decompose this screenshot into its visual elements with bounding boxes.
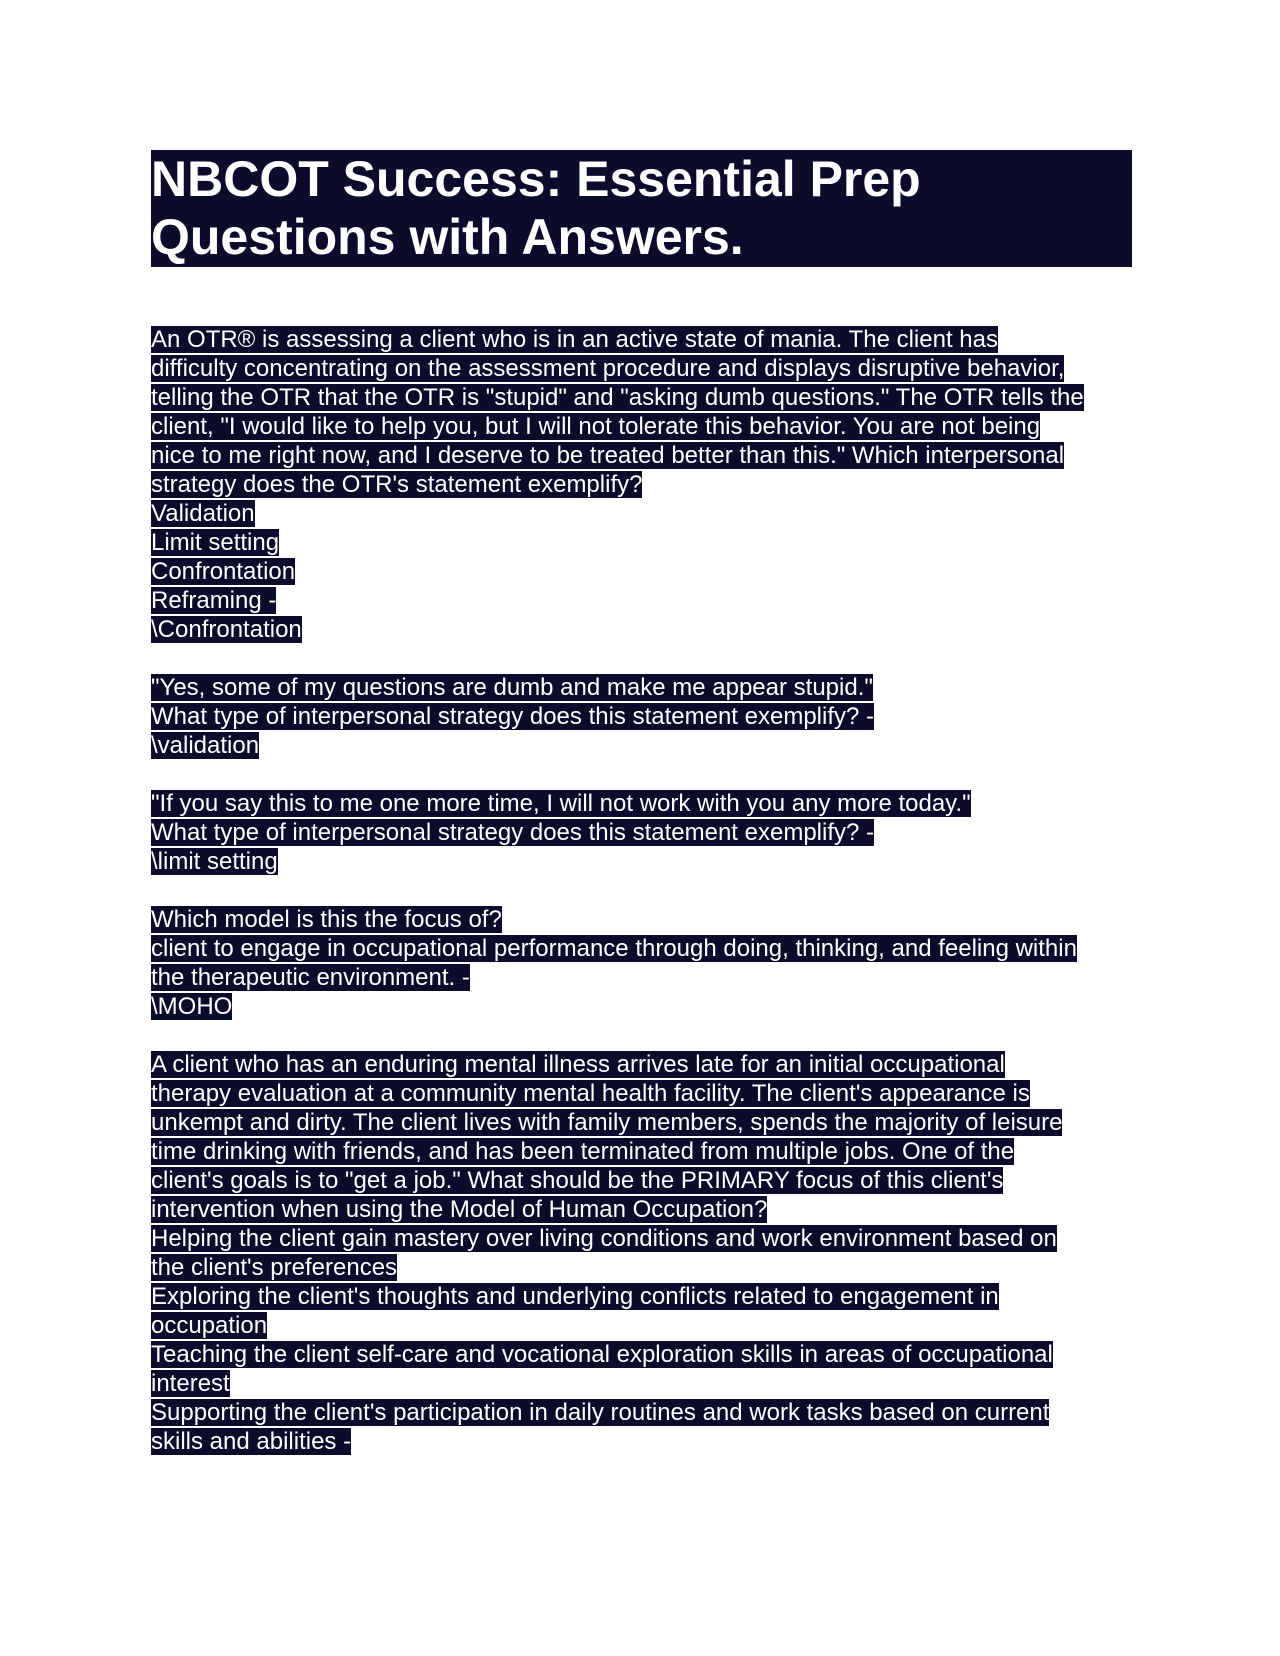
text-line: [151, 963, 1132, 992]
highlighted-text: interest: [151, 1370, 230, 1397]
question-block: [151, 905, 1132, 1021]
highlighted-text: Teaching the client self-care and vocational exploration skills in areas of occupational: [151, 1341, 1053, 1368]
highlighted-text: unkempt and dirty. The client lives with family members, spends the majority of leisure: [151, 1109, 1063, 1136]
highlighted-text: A client who has an enduring mental illness arrives late for an initial occupational: [151, 1051, 1005, 1078]
highlighted-text: An OTR® is assessing a client who is in an active state of mania. The client has: [151, 326, 998, 353]
text-line: [151, 1195, 1132, 1224]
highlighted-text: intervention when using the Model of Human Occupation?: [151, 1196, 768, 1223]
highlighted-text: Validation: [151, 500, 255, 527]
highlighted-text: \Confrontation: [151, 616, 302, 643]
highlighted-text: time drinking with friends, and has been terminated from multiple jobs. One of the: [151, 1138, 1015, 1165]
text-line: [151, 586, 1132, 615]
highlighted-text: "Yes, some of my questions are dumb and make me appear stupid.": [151, 674, 873, 701]
highlighted-text: Limit setting: [151, 529, 280, 556]
highlighted-text: client's goals is to "get a job." What should be the PRIMARY focus of this client's: [151, 1167, 1004, 1194]
highlighted-text: client, "I would like to help you, but I will not tolerate this behavior. You are not being: [151, 413, 1041, 440]
highlighted-text: Exploring the client's thoughts and underlying conflicts related to engagement in: [151, 1283, 999, 1310]
text-line: [151, 1137, 1132, 1166]
text-line: [151, 1427, 1132, 1456]
text-line: [151, 325, 1132, 354]
text-line: [151, 934, 1132, 963]
text-line: [151, 557, 1132, 586]
highlighted-text: Reframing -: [151, 587, 277, 614]
title-line: Questions with Answers.: [151, 209, 744, 265]
highlighted-text: \validation: [151, 732, 260, 759]
text-line: [151, 499, 1132, 528]
highlighted-text: telling the OTR that the OTR is "stupid" and "asking dumb questions." The OTR tells the: [151, 384, 1084, 411]
highlighted-text: the client's preferences: [151, 1254, 398, 1281]
text-line: [151, 1340, 1132, 1369]
text-line: [151, 354, 1132, 383]
highlighted-text: Supporting the client's participation in daily routines and work tasks based on current: [151, 1399, 1050, 1426]
document-title: [151, 150, 1132, 267]
highlighted-text: Confrontation: [151, 558, 296, 585]
question-block: [151, 325, 1132, 644]
text-line: [151, 1224, 1132, 1253]
text-line: [151, 1398, 1132, 1427]
text-line: [151, 1253, 1132, 1282]
text-line: [151, 673, 1132, 702]
highlighted-text: Which model is this the focus of?: [151, 906, 502, 933]
text-line: [151, 992, 1132, 1021]
highlighted-text: occupation: [151, 1312, 268, 1339]
highlighted-text: skills and abilities -: [151, 1428, 352, 1455]
text-line: [151, 1311, 1132, 1340]
text-line: [151, 1369, 1132, 1398]
text-line: [151, 1079, 1132, 1108]
highlighted-text: strategy does the OTR's statement exemplify?: [151, 471, 643, 498]
text-line: [151, 702, 1132, 731]
document-page: [151, 150, 1132, 1485]
text-line: [151, 1166, 1132, 1195]
text-line: [151, 818, 1132, 847]
text-line: [151, 905, 1132, 934]
highlighted-text: nice to me right now, and I deserve to be treated better than this." Which interpersonal: [151, 442, 1065, 469]
text-line: [151, 789, 1132, 818]
question-block: [151, 673, 1132, 760]
text-line: [151, 847, 1132, 876]
highlighted-text: difficulty concentrating on the assessment procedure and displays disruptive behavior,: [151, 355, 1065, 382]
highlighted-text: "If you say this to me one more time, I will not work with you any more today.": [151, 790, 971, 817]
highlighted-text: \MOHO: [151, 993, 233, 1020]
question-block: [151, 789, 1132, 876]
text-line: [151, 441, 1132, 470]
text-line: [151, 1108, 1132, 1137]
text-line: [151, 528, 1132, 557]
highlighted-text: client to engage in occupational performance through doing, thinking, and feeling within: [151, 935, 1077, 962]
highlighted-text: the therapeutic environment. -: [151, 964, 470, 991]
highlighted-text: What type of interpersonal strategy does this statement exemplify? -: [151, 819, 875, 846]
question-block: [151, 1050, 1132, 1456]
highlighted-text: therapy evaluation at a community mental health facility. The client's appearance is: [151, 1080, 1030, 1107]
highlighted-text: What type of interpersonal strategy does this statement exemplify? -: [151, 703, 875, 730]
title-line: NBCOT Success: Essential Prep: [151, 151, 921, 207]
text-line: [151, 615, 1132, 644]
text-line: [151, 470, 1132, 499]
highlighted-text: Helping the client gain mastery over living conditions and work environment based on: [151, 1225, 1057, 1252]
text-line: [151, 1050, 1132, 1079]
text-line: [151, 731, 1132, 760]
text-line: [151, 383, 1132, 412]
document-body: [151, 325, 1132, 1456]
highlighted-text: \limit setting: [151, 848, 278, 875]
text-line: [151, 412, 1132, 441]
text-line: [151, 1282, 1132, 1311]
